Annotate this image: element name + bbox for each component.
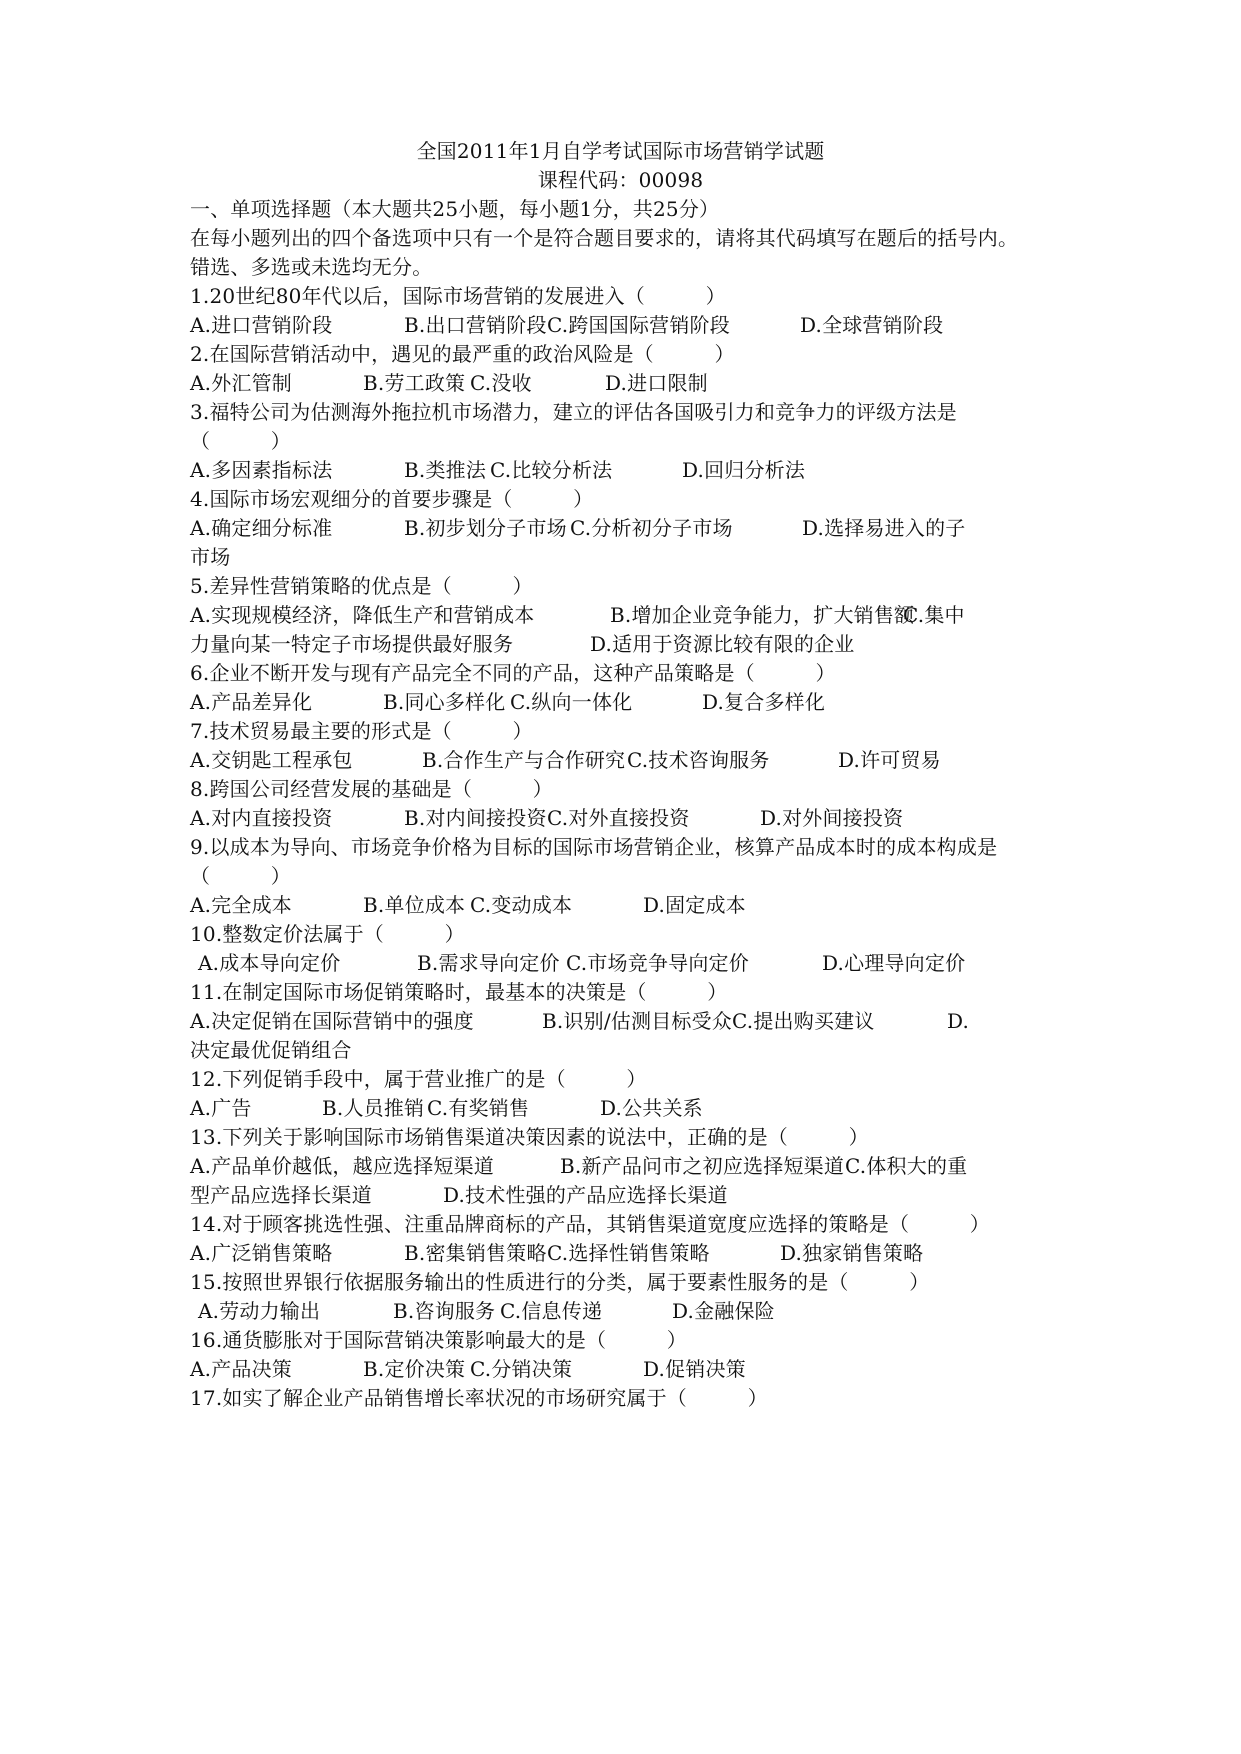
question-stem: 9.以成本为导向、市场竞争价格为目标的国际市场营销企业，核算产品成本时的成本构成是 [190,835,998,859]
option-c: C.分析初分子市场 [570,516,733,540]
option-a: A.成本导向定价 [198,951,341,975]
question-stem: 6.企业不断开发与现有产品完全不同的产品，这种产品策略是（ ） [190,661,836,685]
option-d: D.促销决策 [643,1357,746,1381]
question-stem-continued: （ ） [190,864,291,888]
option-b: B.定价决策 [363,1357,466,1381]
option-d: D.复合多样化 [702,690,826,714]
option-a: A.确定细分标准 [190,516,333,540]
question-stem: 8.跨国公司经营发展的基础是（ ） [190,777,553,801]
option-b: B.增加企业竞争能力，扩大销售额 [610,603,915,627]
option-d: D.金融保险 [672,1299,775,1323]
option-c: C.集中 [903,603,965,627]
option-d: D.心理导向定价 [822,951,966,975]
instructions-line-1: 在每小题列出的四个备选项中只有一个是符合题目要求的，请将其代码填写在题后的括号内。 [190,226,1019,250]
option-d: D.全球营销阶段 [800,313,944,337]
option-b: B.同心多样化 [383,690,506,714]
option-d: D.技术性强的产品应选择长渠道 [443,1183,728,1207]
option-b: B.需求导向定价 [417,951,560,975]
option-c: C.分销决策 [470,1357,573,1381]
option-c: C.选择性销售策略 [547,1241,710,1265]
instructions-line-2: 错选、多选或未选均无分。 [190,255,433,279]
option-c: C.有奖销售 [427,1096,530,1120]
question-stem: 17.如实了解企业产品销售增长率状况的市场研究属于（ ） [190,1386,768,1410]
question-stem: 3.福特公司为估测海外拖拉机市场潜力，建立的评估各国吸引力和竞争力的评级方法是 [190,400,957,424]
option-d: D.适用于资源比较有限的企业 [590,632,855,656]
option-d: D.许可贸易 [838,748,941,772]
option-c: C.纵向一体化 [510,690,633,714]
option-a: A.进口营销阶段 [190,313,333,337]
option-c: C.提出购买建议 [732,1009,875,1033]
option-b: B.出口营销阶段 [404,313,547,337]
exam-title: 全国2011年1月自学考试国际市场营销学试题 [416,139,825,163]
option-b: B.人员推销 [322,1096,425,1120]
option-a: A.产品差异化 [190,690,313,714]
question-stem: 12.下列促销手段中，属于营业推广的是（ ） [190,1067,647,1091]
option-b: B.类推法 [404,458,487,482]
section-heading: 一、单项选择题（本大题共25小题，每小题1分，共25分） [190,197,720,221]
option-b: B.识别/估测目标受众 [542,1009,732,1033]
option-a: A.广泛销售策略 [190,1241,333,1265]
option-c: C.跨国国际营销阶段 [547,313,730,337]
option-c: C.信息传递 [500,1299,603,1323]
option-b: B.密集销售策略 [404,1241,547,1265]
option-a: A.决定促销在国际营销中的强度 [190,1009,474,1033]
option-b: B.初步划分子市场 [404,516,567,540]
option-a: A.广告 [190,1096,252,1120]
question-stem: 15.按照世界银行依据服务输出的性质进行的分类，属于要素性服务的是（ ） [190,1270,930,1294]
option-a: A.完全成本 [190,893,293,917]
option-b: B.咨询服务 [393,1299,496,1323]
option-d: D.回归分析法 [682,458,806,482]
question-stem: 10.整数定价法属于（ ） [190,922,465,946]
option-a: A.交钥匙工程承包 [190,748,353,772]
question-stem: 5.差异性营销策略的优点是（ ） [190,574,533,598]
question-stem: 11.在制定国际市场促销策略时，最基本的决策是（ ） [190,980,728,1004]
option-d: D.公共关系 [600,1096,703,1120]
option-b: B.对内间接投资 [404,806,547,830]
option-c: C.技术咨询服务 [627,748,770,772]
option-wrap: 力量向某一特定子市场提供最好服务 [190,632,514,656]
option-d: D.选择易进入的子 [802,516,966,540]
option-c: C.对外直接投资 [547,806,690,830]
question-stem: 2.在国际营销活动中，遇见的最严重的政治风险是（ ） [190,342,735,366]
option-a: A.外汇管制 [190,371,293,395]
question-stem: 4.国际市场宏观细分的首要步骤是（ ） [190,487,594,511]
option-d: D.对外间接投资 [760,806,904,830]
option-a: A.对内直接投资 [190,806,333,830]
question-stem: 1.20世纪80年代以后，国际市场营销的发展进入（ ） [190,284,726,308]
option-d: D.进口限制 [605,371,708,395]
option-b: B.合作生产与合作研究 [422,748,626,772]
option-b: B.新产品问市之初应选择短渠道 [560,1154,845,1178]
option-d: D. [947,1009,970,1033]
option-c: C.比较分析法 [490,458,613,482]
option-a: A.产品单价越低，越应选择短渠道 [190,1154,495,1178]
option-c: C.市场竞争导向定价 [566,951,749,975]
question-stem: 14.对于顾客挑选性强、注重品牌商标的产品，其销售渠道宽度应选择的策略是（ ） [190,1212,991,1236]
option-c: C.变动成本 [470,893,573,917]
option-a: A.实现规模经济，降低生产和营销成本 [190,603,535,627]
question-stem: 7.技术贸易最主要的形式是（ ） [190,719,533,743]
question-stem: 13.下列关于影响国际市场销售渠道决策因素的说法中，正确的是（ ） [190,1125,869,1149]
option-d: D.独家销售策略 [780,1241,924,1265]
question-stem: 16.通货膨胀对于国际营销决策影响最大的是（ ） [190,1328,688,1352]
option-a: A.劳动力输出 [198,1299,321,1323]
option-c: C.没收 [470,371,532,395]
option-wrap: 市场 [190,545,231,569]
option-a: A.多因素指标法 [190,458,333,482]
option-b: B.单位成本 [363,893,466,917]
option-wrap: 决定最优促销组合 [190,1038,352,1062]
option-d: D.固定成本 [643,893,746,917]
option-b: B.劳工政策 [363,371,466,395]
option-wrap: 型产品应选择长渠道 [190,1183,372,1207]
course-code: 课程代码：00098 [537,168,704,192]
question-stem-continued: （ ） [190,429,291,453]
option-a: A.产品决策 [190,1357,293,1381]
option-c: C.体积大的重 [845,1154,968,1178]
